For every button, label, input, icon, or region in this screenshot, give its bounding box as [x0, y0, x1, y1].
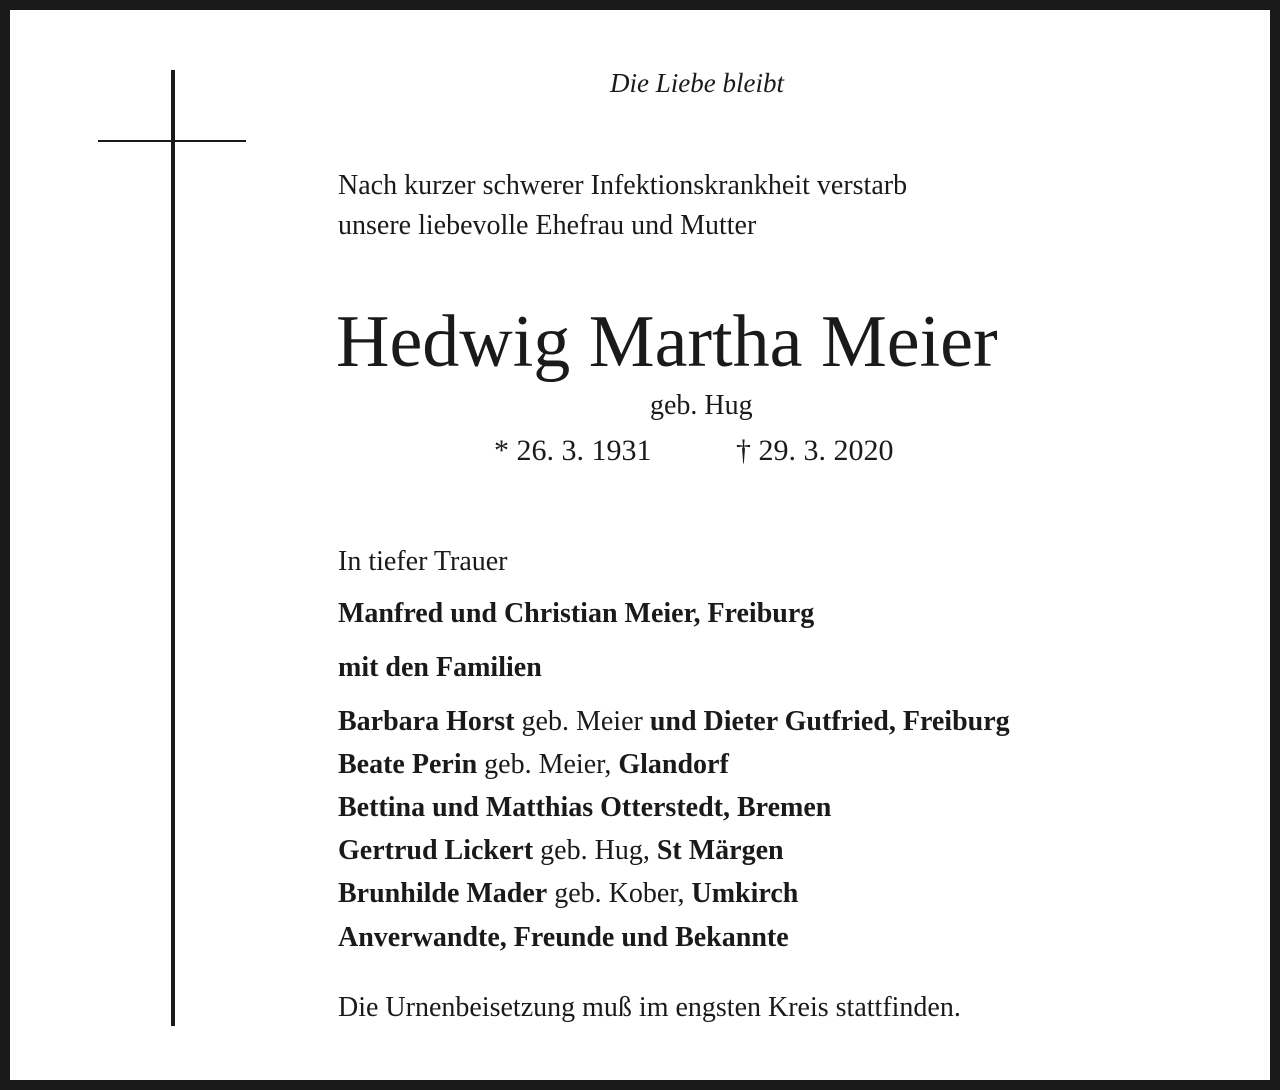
- death-date: † 29. 3. 2020: [736, 434, 894, 467]
- relative-place: und Dieter Gutfried, Freiburg: [649, 706, 1010, 737]
- intro-line-1: Nach kurzer schwerer Infektionskrankheit verstarb: [338, 170, 908, 201]
- relative-note: geb. Hug,: [533, 835, 657, 866]
- others-line: Anverwandte, Freunde und Bekannte: [338, 922, 789, 953]
- cross-vertical-bar: [171, 70, 175, 1026]
- relative-row: [338, 786, 1010, 829]
- relative-row: [338, 743, 1010, 786]
- cross-horizontal-bar: [98, 140, 246, 142]
- relative-row: [338, 872, 1010, 915]
- relative-name: Bettina und Matthias Otterstedt, Bremen: [338, 792, 832, 823]
- birth-date: * 26. 3. 1931: [494, 434, 652, 467]
- relative-row: [338, 829, 1010, 872]
- intro-text: [338, 166, 907, 246]
- mourning-heading: In tiefer Trauer: [338, 546, 508, 577]
- deceased-name: Hedwig Martha Meier: [336, 301, 998, 383]
- relative-name: Barbara Horst: [338, 706, 515, 737]
- relative-note: geb. Meier: [514, 706, 650, 737]
- relative-name: Brunhilde Mader: [338, 878, 548, 909]
- intro-line-2: unsere liebevolle Ehefrau und Mutter: [338, 210, 757, 241]
- relative-place: Umkirch: [691, 878, 799, 909]
- motto: Die Liebe bleibt: [610, 68, 784, 98]
- relative-name: Gertrud Lickert: [338, 835, 534, 866]
- relative-note: geb. Meier,: [477, 749, 619, 780]
- relative-place: St Märgen: [656, 835, 784, 866]
- mourners-main: Manfred und Christian Meier, Freiburg: [338, 598, 815, 629]
- relative-note: geb. Kober,: [547, 878, 692, 909]
- relative-name: Beate Perin: [338, 749, 478, 780]
- relative-row: [338, 700, 1010, 743]
- burial-note: Die Urnenbeisetzung muß im engsten Kreis stattfinden.: [338, 992, 961, 1023]
- maiden-name: geb. Hug: [650, 390, 753, 421]
- families-heading: mit den Familien: [338, 652, 542, 683]
- relatives-list: [338, 700, 1010, 915]
- relative-place: Glandorf: [618, 749, 729, 780]
